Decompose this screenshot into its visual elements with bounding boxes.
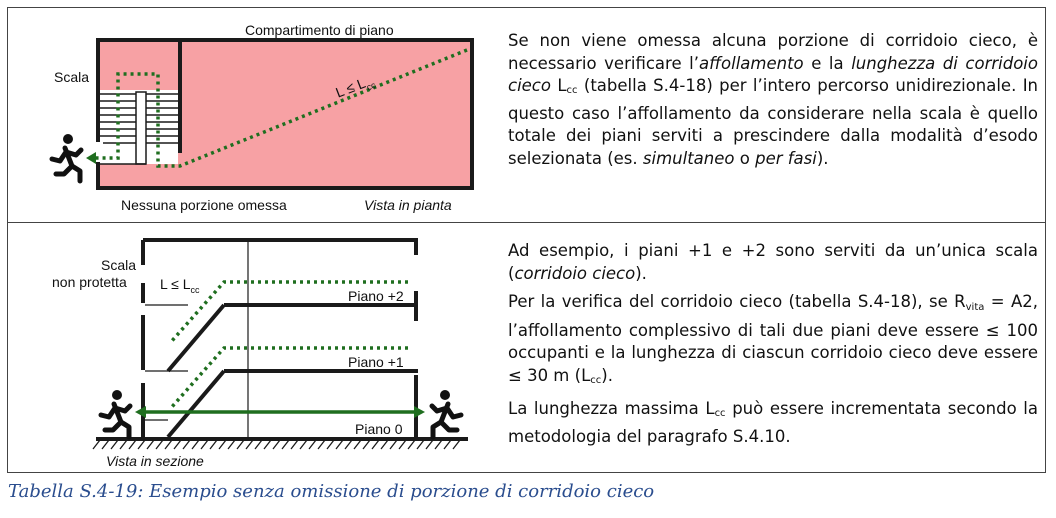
escape-arrow [86, 152, 96, 164]
svg-text:L ≤ Lcc: $L \le L_{cc}$ [333, 74, 378, 101]
floor-label-plus-2: Piano +2 [348, 288, 404, 304]
no-portion-label: Nessuna porzione omessa [121, 197, 287, 213]
length-label: $L \le L_{cc}$ [160, 276, 200, 295]
running-man-icon [52, 134, 81, 181]
section-view-figure [8, 223, 498, 473]
running-man-right-icon [432, 390, 461, 437]
floor-label-0: Piano 0 [355, 421, 403, 437]
section-view-label: Vista in sezione [106, 453, 204, 469]
arrow-left [135, 406, 146, 418]
stair-label-line-1: Scala [101, 257, 137, 273]
running-man-left-icon [101, 390, 130, 437]
table-caption: Tabella S.4-19: Esempio senza omissione di porzione di corridoio cieco [8, 481, 655, 502]
arrow-right [414, 406, 425, 418]
top-description: Se non viene omessa alcuna porzione di corridoio cieco, è necessario verificare l’affollamento e la lunghezza di corridoio cieco $L_{cc}$ (tabella S.4-18) per l’intero percorso unidirezionale. In questo caso l’affollamento da considerare nella scala è quello totale dei piani serviti a prescindere dalla modalità d’esodo selezionata (es. simultaneo o per fasi). [508, 31, 1039, 168]
bottom-description: Ad esempio, i piani +1 e +2 sono serviti da un’unica scala (corridoio cieco). Per la verifica del corridoio cieco (tabella S.4-18), se Rvita = A2, l’affollamento complessivo di tali due piani deve essere ≤ 100 occupanti e la lunghezza di ciascun corridoio cieco deve essere ≤ 30 m $(L_{cc})$. La lunghezza massima $L_{cc}$ può essere incrementata secondo la metodologia del paragrafo S.4.10. [508, 241, 1038, 446]
stair-label: Scala [54, 69, 90, 85]
stair-well [136, 92, 146, 164]
compartment-label: Compartimento di piano [245, 22, 394, 38]
ground-hatch-lines [93, 440, 460, 449]
floor-label-plus-1: Piano +1 [348, 354, 404, 370]
example-table [7, 7, 1046, 473]
plan-view-figure [8, 8, 498, 222]
plan-view-label: Vista in pianta [364, 197, 452, 213]
building-walls [143, 240, 418, 439]
stair-label-line-2: non protetta [52, 274, 127, 290]
